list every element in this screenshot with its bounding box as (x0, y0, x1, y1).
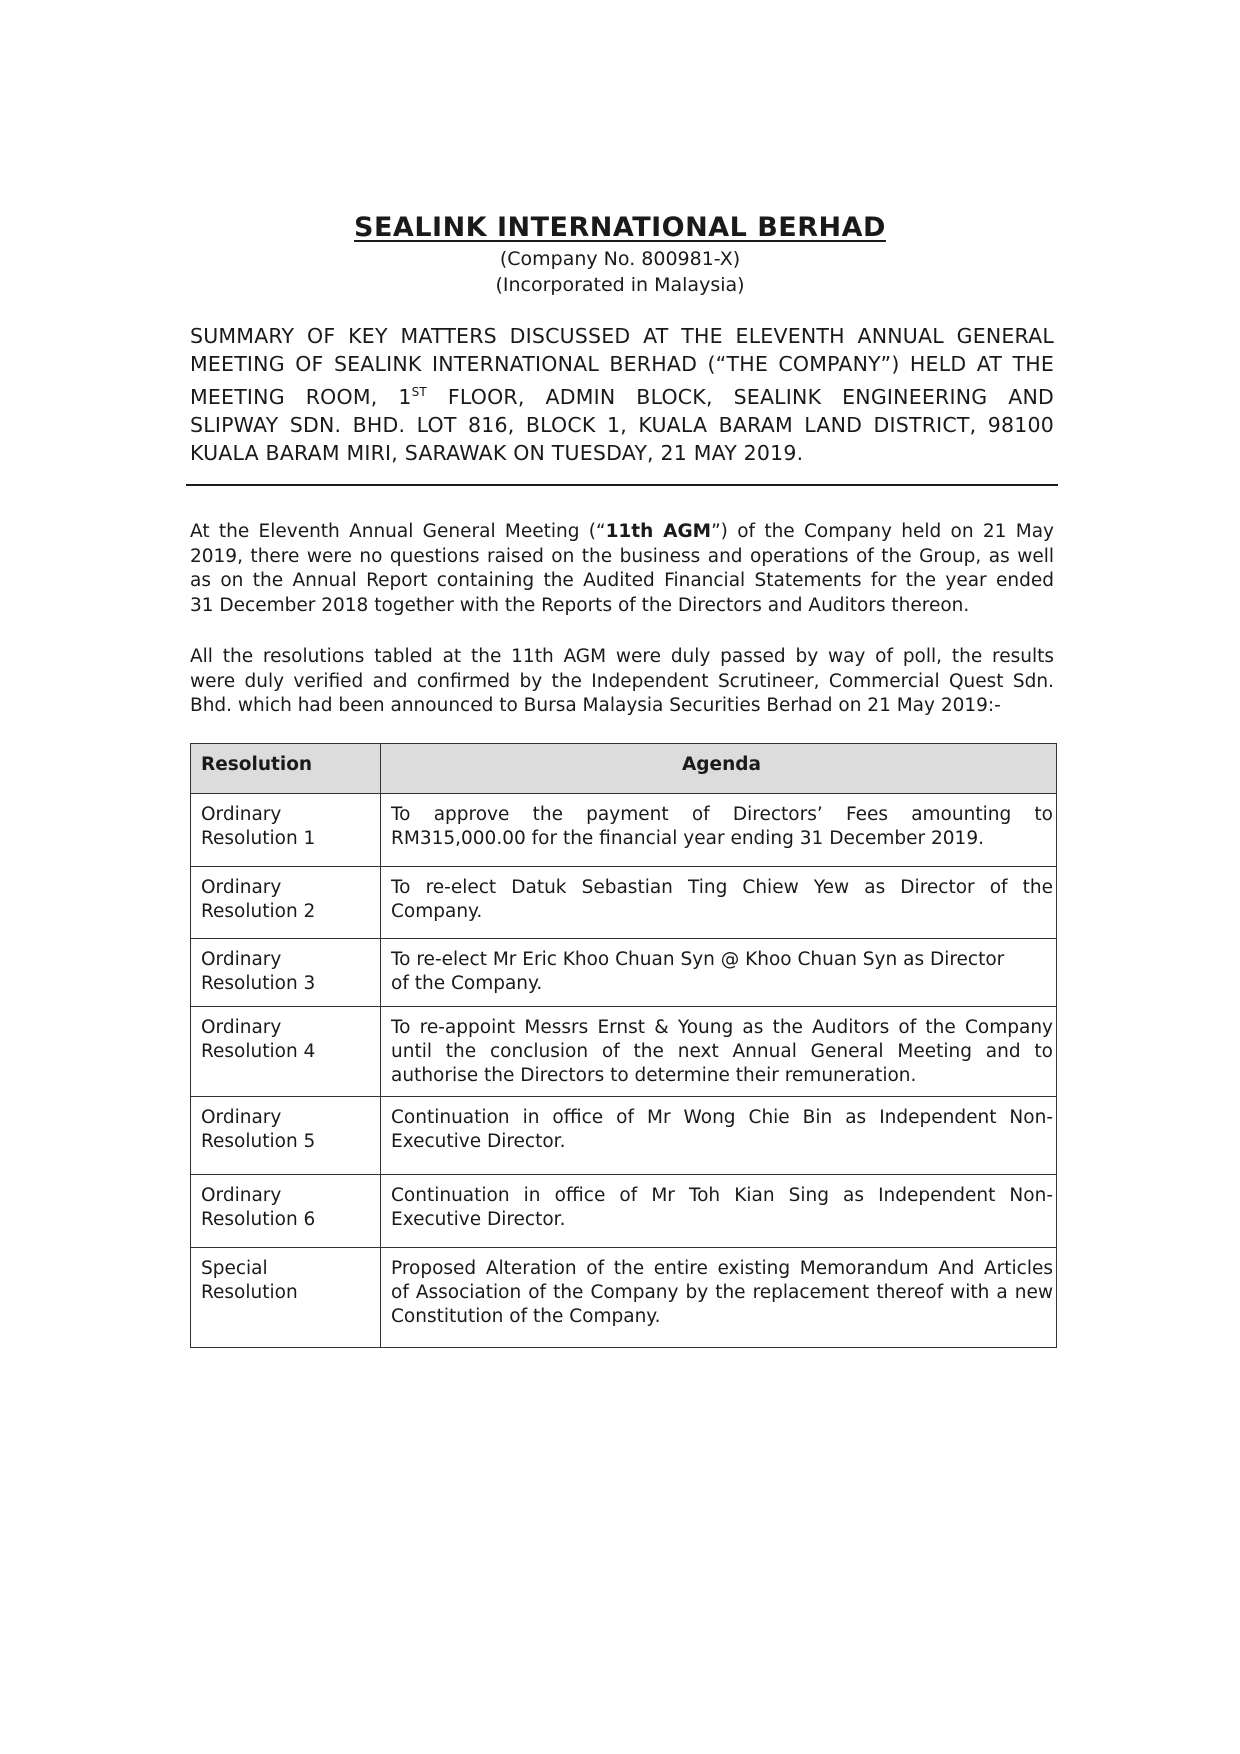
agenda-line: Continuation in office of Mr Toh Kian Sing as Independent Non- (391, 1185, 1053, 1206)
agenda-cell (381, 1175, 1057, 1248)
resolution-cell (191, 1007, 381, 1097)
company-number: (Company No. 800981-X) (499, 248, 741, 270)
summary-text: FLOOR, ADMIN BLOCK, SEALINK ENGINEERING AND (426, 384, 1054, 409)
agenda-cell (381, 1248, 1057, 1348)
agenda-line: Continuation in office of Mr Wong Chie Bin as Independent Non- (391, 1107, 1053, 1128)
resolution-label: Ordinary (201, 1017, 282, 1038)
paragraph-line: were duly verified and confirmed by the Independent Scrutineer, Commercial Quest Sdn. (190, 670, 1054, 692)
resolution-cell (191, 794, 381, 867)
resolution-label: Special (201, 1258, 268, 1279)
resolution-cell (191, 939, 381, 1007)
agenda-line: To re-elect Datuk Sebastian Ting Chiew Yew as Director of the (391, 877, 1053, 898)
agenda-cell (381, 1007, 1057, 1097)
agenda-column-header: Agenda (381, 744, 1057, 794)
agenda-line: Proposed Alteration of the entire existing Memorandum And Articles (391, 1258, 1053, 1279)
agenda-line: until the conclusion of the next Annual General Meeting and to (391, 1041, 1053, 1062)
paragraph-line: 2019, there were no questions raised on the business and operations of the Group, as well (190, 545, 1054, 567)
incorporation-note: (Incorporated in Malaysia) (495, 274, 745, 296)
resolutions-paragraph (190, 645, 1054, 719)
resolution-label: Resolution 5 (201, 1131, 316, 1152)
resolution-label: Resolution 2 (201, 901, 316, 922)
paragraph-line: All the resolutions tabled at the 11th AGM were duly passed by way of poll, the results (190, 646, 1054, 667)
summary-line: SUMMARY OF KEY MATTERS DISCUSSED AT THE ELEVENTH ANNUAL GENERAL (190, 324, 1054, 348)
table-header-row (191, 744, 1057, 794)
paragraph-text: At the Eleventh Annual General Meeting (“ (190, 521, 606, 542)
paragraph-line: 31 December 2018 together with the Reports of the Directors and Auditors thereon. (190, 594, 970, 616)
agenda-line: Executive Director. (391, 1209, 566, 1230)
agenda-line: Company. (391, 901, 483, 922)
resolution-label: Resolution (201, 1282, 298, 1303)
resolution-label: Ordinary (201, 804, 282, 825)
paragraph-line (190, 520, 1054, 545)
summary-text: MEETING ROOM, 1 (190, 384, 412, 409)
resolution-cell (191, 1248, 381, 1348)
resolution-label: Resolution 3 (201, 973, 316, 994)
agenda-cell (381, 939, 1057, 1007)
resolution-cell (191, 1175, 381, 1248)
agm-abbreviation: 11th AGM (605, 521, 712, 542)
agenda-cell (381, 1097, 1057, 1175)
resolution-label: Ordinary (201, 877, 282, 898)
resolutions-table (190, 743, 1057, 1348)
table-row (191, 939, 1057, 1007)
resolution-label: Resolution 6 (201, 1209, 316, 1230)
resolution-label: Ordinary (201, 949, 282, 970)
agenda-line: of Association of the Company by the replacement thereof with a new (391, 1282, 1053, 1303)
resolution-label: Ordinary (201, 1107, 282, 1128)
agenda-line: of the Company. (391, 973, 543, 994)
agm-paragraph (190, 520, 1054, 618)
resolution-column-header: Resolution (191, 744, 381, 794)
table-row (191, 1007, 1057, 1097)
summary-line (190, 378, 1054, 411)
table-row (191, 1248, 1057, 1348)
table-row (191, 1175, 1057, 1248)
agenda-line: Executive Director. (391, 1131, 566, 1152)
agenda-cell (381, 794, 1057, 867)
resolution-cell (191, 1097, 381, 1175)
table-row (191, 1097, 1057, 1175)
table-row (191, 794, 1057, 867)
company-name: SEALINK INTERNATIONAL BERHAD (354, 212, 886, 243)
summary-line: KUALA BARAM MIRI, SARAWAK ON TUESDAY, 21 MAY 2019. (190, 440, 804, 465)
agenda-line: To re-appoint Messrs Ernst & Young as the Auditors of the Company (391, 1017, 1053, 1038)
ordinal-suffix: ST (411, 385, 427, 399)
agenda-line: authorise the Directors to determine their remuneration. (391, 1065, 917, 1086)
resolution-label: Resolution 1 (201, 828, 316, 849)
agenda-line: Constitution of the Company. (391, 1306, 661, 1327)
resolution-label: Resolution 4 (201, 1041, 316, 1062)
agenda-line: To approve the payment of Directors’ Fees amounting to (391, 804, 1053, 825)
agenda-line: RM315,000.00 for the financial year ending 31 December 2019. (391, 828, 984, 849)
resolution-label: Ordinary (201, 1185, 282, 1206)
agenda-line: To re-elect Mr Eric Khoo Chuan Syn @ Khoo Chuan Syn as Director (391, 949, 1005, 970)
table-row (191, 867, 1057, 939)
paragraph-line: Bhd. which had been announced to Bursa Malaysia Securities Berhad on 21 May 2019:- (190, 695, 1001, 716)
paragraph-text: ”) of the Company held on 21 May (711, 521, 1054, 542)
resolution-cell (191, 867, 381, 939)
agenda-cell (381, 867, 1057, 939)
paragraph-line: as on the Annual Report containing the Audited Financial Statements for the year ended (190, 570, 1054, 591)
summary-heading (190, 322, 1054, 467)
horizontal-divider (186, 484, 1058, 486)
summary-line: MEETING OF SEALINK INTERNATIONAL BERHAD (“THE COMPANY”) HELD AT THE (190, 352, 1054, 376)
summary-line: SLIPWAY SDN. BHD. LOT 816, BLOCK 1, KUALA BARAM LAND DISTRICT, 98100 (190, 412, 1054, 437)
